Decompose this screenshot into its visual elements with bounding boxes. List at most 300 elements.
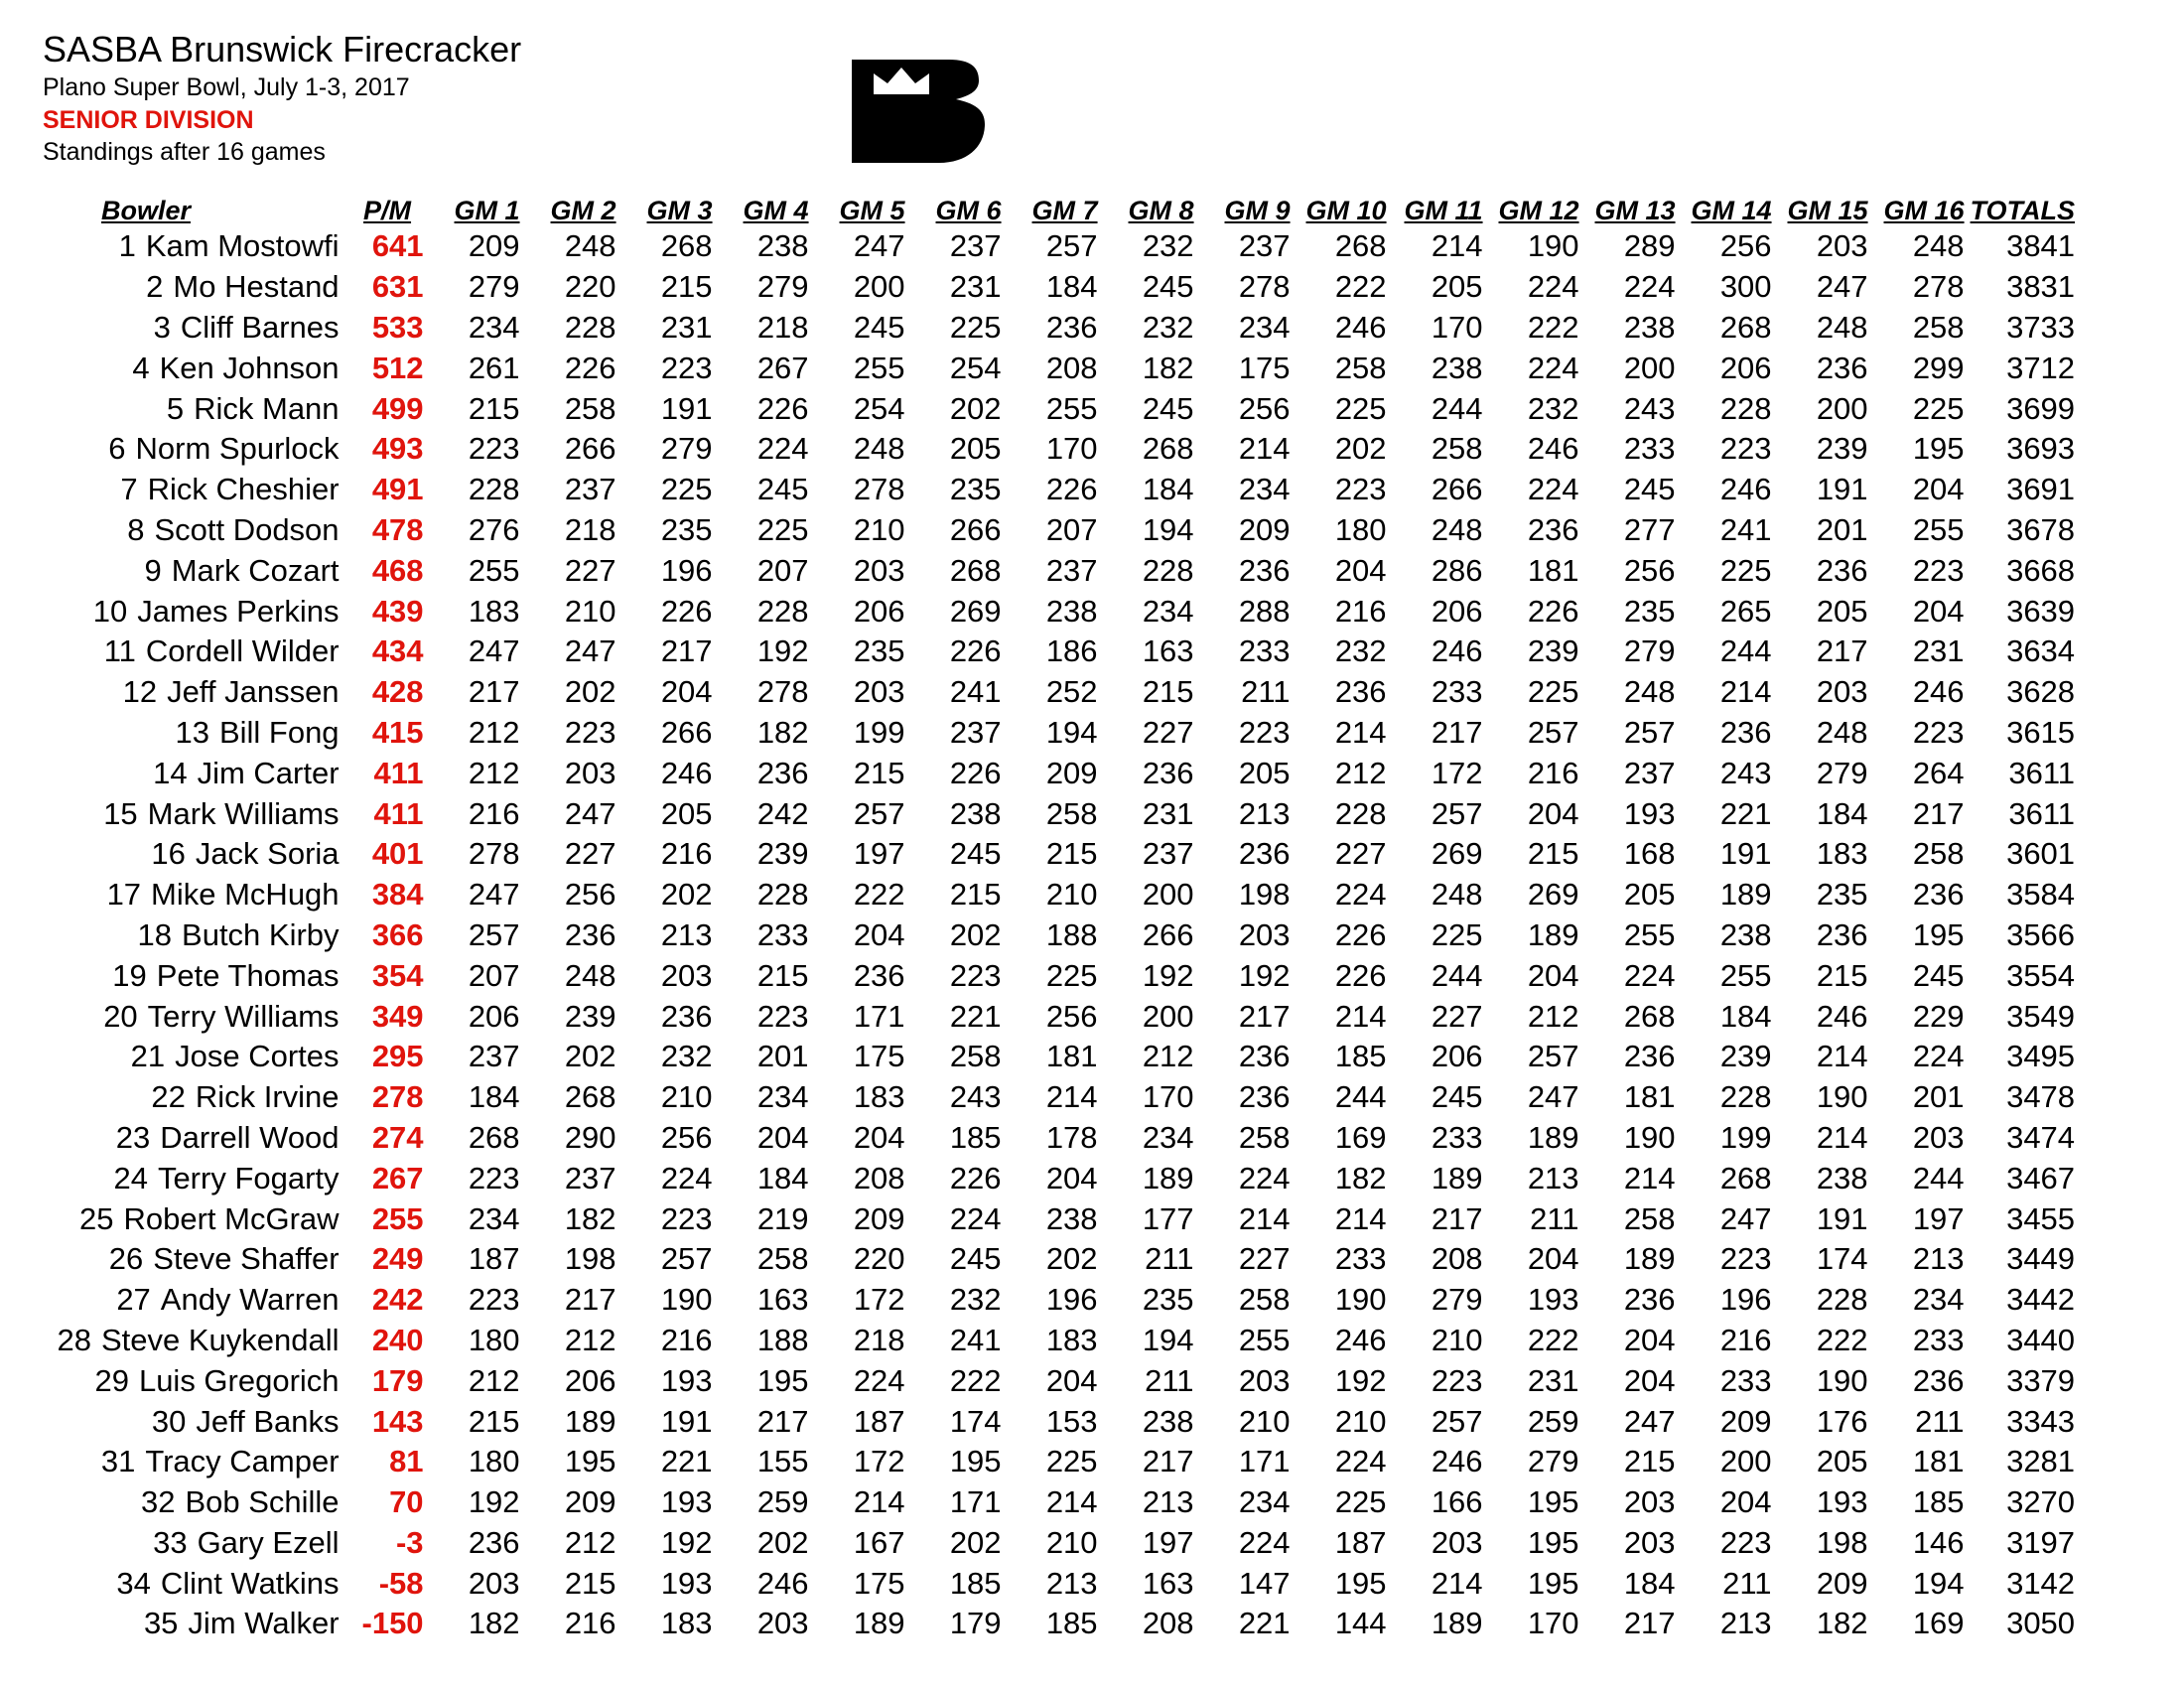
game-score: 214 — [1045, 1079, 1098, 1115]
plus-minus: 401 — [371, 836, 424, 872]
game-score: 261 — [468, 350, 520, 385]
total-score: 3467 — [2006, 1160, 2076, 1196]
total-score: 3601 — [2006, 836, 2076, 872]
game-score: 244 — [1912, 1160, 1965, 1196]
game-score: 257 — [468, 916, 520, 952]
game-score: 203 — [1238, 916, 1291, 952]
game-score: 255 — [1912, 511, 1965, 547]
game-score: 239 — [756, 836, 809, 872]
game-score: 255 — [853, 350, 905, 385]
game-score: 234 — [1238, 309, 1291, 345]
game-score: 279 — [1816, 755, 1868, 790]
game-score: 224 — [1527, 269, 1579, 305]
rank: 1 — [118, 228, 136, 264]
game-score: 193 — [660, 1362, 713, 1398]
table-row — [40, 955, 2081, 996]
game-score: 223 — [1719, 1524, 1772, 1560]
game-score: 214 — [1334, 1200, 1387, 1236]
game-score: 246 — [1719, 472, 1772, 507]
game-score: 236 — [1527, 511, 1579, 547]
game-score: 237 — [564, 472, 616, 507]
game-score: 212 — [564, 1322, 616, 1357]
column-header-game: GM 12 — [1498, 196, 1579, 225]
game-score: 212 — [1334, 755, 1387, 790]
game-score: 226 — [1045, 472, 1098, 507]
plus-minus: 274 — [371, 1119, 424, 1155]
game-score: 208 — [853, 1160, 905, 1196]
game-score: 212 — [468, 755, 520, 790]
game-score: 203 — [1816, 228, 1868, 264]
game-score: 221 — [949, 998, 1002, 1034]
game-score: 223 — [1719, 431, 1772, 467]
game-score: 204 — [660, 674, 713, 710]
bowler-name: Jeff Janssen — [167, 674, 340, 710]
game-score: 237 — [1623, 755, 1676, 790]
total-score: 3050 — [2006, 1606, 2076, 1641]
standings-body — [40, 226, 2081, 1644]
game-score: 205 — [949, 431, 1002, 467]
game-score: 257 — [1431, 795, 1483, 831]
game-score: 245 — [1142, 390, 1194, 426]
game-score: 246 — [756, 1565, 809, 1601]
game-score: 238 — [1719, 916, 1772, 952]
total-score: 3455 — [2006, 1200, 2076, 1236]
game-score: 268 — [1719, 1160, 1772, 1196]
game-score: 257 — [660, 1241, 713, 1277]
bowler-name: Butch Kirby — [182, 916, 340, 952]
bowler-cell — [40, 388, 345, 429]
game-score: 206 — [1719, 350, 1772, 385]
game-score: 204 — [1912, 593, 1965, 629]
bowler-cell — [40, 550, 345, 591]
game-score: 259 — [756, 1484, 809, 1520]
game-score: 190 — [1334, 1282, 1387, 1318]
game-score: 247 — [1816, 269, 1868, 305]
game-score: 214 — [1238, 431, 1291, 467]
game-score: 257 — [1045, 228, 1098, 264]
game-score: 248 — [564, 957, 616, 993]
game-score: 214 — [1431, 228, 1483, 264]
game-score: 197 — [853, 836, 905, 872]
game-score: 247 — [564, 633, 616, 669]
game-score: 227 — [1431, 998, 1483, 1034]
game-score: 246 — [1816, 998, 1868, 1034]
game-score: 217 — [564, 1282, 616, 1318]
game-score: 236 — [1719, 714, 1772, 750]
game-score: 189 — [853, 1606, 905, 1641]
game-score: 258 — [1431, 431, 1483, 467]
game-score: 241 — [949, 674, 1002, 710]
game-score: 245 — [1623, 472, 1676, 507]
bowler-cell — [40, 1198, 345, 1239]
game-score: 246 — [1527, 431, 1579, 467]
rank: 3 — [153, 309, 171, 345]
total-score: 3549 — [2006, 998, 2076, 1034]
game-score: 234 — [1142, 1119, 1194, 1155]
game-score: 244 — [1334, 1079, 1387, 1115]
column-header-game: GM 8 — [1128, 196, 1194, 225]
game-score: 278 — [468, 836, 520, 872]
game-score: 180 — [468, 1444, 520, 1479]
game-score: 183 — [853, 1079, 905, 1115]
game-score: 189 — [1719, 877, 1772, 913]
plus-minus: 478 — [371, 511, 424, 547]
game-score: 224 — [1527, 350, 1579, 385]
game-score: 223 — [564, 714, 616, 750]
game-score: 222 — [1334, 269, 1387, 305]
game-score: 202 — [949, 390, 1002, 426]
game-score: 185 — [1334, 1039, 1387, 1074]
game-score: 235 — [1816, 877, 1868, 913]
bowler-name: Cliff Barnes — [180, 309, 340, 345]
rank: 6 — [108, 431, 126, 467]
bowler-name: Robert McGraw — [123, 1200, 340, 1236]
game-score: 247 — [564, 795, 616, 831]
game-score: 222 — [1527, 309, 1579, 345]
game-score: 203 — [1816, 674, 1868, 710]
rank: 25 — [79, 1200, 114, 1236]
game-score: 223 — [468, 431, 520, 467]
game-score: 242 — [756, 795, 809, 831]
game-score: 206 — [1431, 1039, 1483, 1074]
game-score: 255 — [1623, 916, 1676, 952]
plus-minus: 439 — [371, 593, 424, 629]
game-score: 247 — [853, 228, 905, 264]
game-score: 189 — [1527, 1119, 1579, 1155]
bowler-name: Steve Shaffer — [153, 1241, 340, 1277]
game-score: 246 — [1334, 309, 1387, 345]
game-score: 204 — [1045, 1160, 1098, 1196]
game-score: 258 — [1238, 1119, 1291, 1155]
game-score: 174 — [1816, 1241, 1868, 1277]
game-score: 201 — [1912, 1079, 1965, 1115]
game-score: 204 — [1527, 795, 1579, 831]
table-row — [40, 267, 2081, 308]
game-score: 201 — [1816, 511, 1868, 547]
game-score: 245 — [756, 472, 809, 507]
game-score: 243 — [1719, 755, 1772, 790]
game-score: 278 — [853, 472, 905, 507]
game-score: 289 — [1623, 228, 1676, 264]
plus-minus: -3 — [395, 1524, 424, 1560]
game-score: 170 — [1045, 431, 1098, 467]
game-score: 202 — [1334, 431, 1387, 467]
game-score: 207 — [1045, 511, 1098, 547]
game-score: 198 — [564, 1241, 616, 1277]
total-score: 3449 — [2006, 1241, 2076, 1277]
game-score: 216 — [468, 795, 520, 831]
game-score: 153 — [1045, 1403, 1098, 1439]
game-score: 216 — [1527, 755, 1579, 790]
table-row — [40, 1442, 2081, 1482]
game-score: 226 — [949, 1160, 1002, 1196]
game-score: 257 — [1527, 714, 1579, 750]
game-score: 237 — [949, 228, 1002, 264]
game-score: 184 — [468, 1079, 520, 1115]
bowler-cell — [40, 591, 345, 632]
game-score: 279 — [756, 269, 809, 305]
game-score: 279 — [1623, 633, 1676, 669]
column-header-game: GM 7 — [1031, 196, 1098, 225]
table-row — [40, 1523, 2081, 1564]
bowler-name: Mike McHugh — [151, 877, 340, 913]
game-score: 215 — [949, 877, 1002, 913]
game-score: 202 — [1045, 1241, 1098, 1277]
game-score: 202 — [660, 877, 713, 913]
game-score: 224 — [1527, 472, 1579, 507]
plus-minus: 499 — [371, 390, 424, 426]
game-score: 258 — [1045, 795, 1098, 831]
game-score: 226 — [756, 390, 809, 426]
game-score: 225 — [1045, 957, 1098, 993]
game-score: 231 — [1142, 795, 1194, 831]
table-row — [40, 308, 2081, 349]
plus-minus: 411 — [373, 755, 424, 790]
game-score: 245 — [949, 1241, 1002, 1277]
game-score: 256 — [1719, 228, 1772, 264]
game-score: 235 — [1142, 1282, 1194, 1318]
game-score: 228 — [564, 309, 616, 345]
game-score: 279 — [1527, 1444, 1579, 1479]
game-score: 246 — [1431, 633, 1483, 669]
table-row — [40, 875, 2081, 915]
total-score: 3197 — [2006, 1524, 2076, 1560]
game-score: 216 — [1334, 593, 1387, 629]
game-score: 221 — [1238, 1606, 1291, 1641]
game-score: 202 — [756, 1524, 809, 1560]
game-score: 187 — [853, 1403, 905, 1439]
game-score: 269 — [1431, 836, 1483, 872]
game-score: 225 — [1045, 1444, 1098, 1479]
game-score: 197 — [1912, 1200, 1965, 1236]
game-score: 203 — [853, 674, 905, 710]
game-score: 224 — [853, 1362, 905, 1398]
game-score: 180 — [468, 1322, 520, 1357]
rank: 34 — [116, 1565, 151, 1601]
table-row — [40, 1604, 2081, 1644]
game-score: 196 — [660, 552, 713, 588]
bowler-cell — [40, 1442, 345, 1482]
game-score: 226 — [660, 593, 713, 629]
game-score: 236 — [1238, 1079, 1291, 1115]
game-score: 172 — [853, 1282, 905, 1318]
game-score: 195 — [949, 1444, 1002, 1479]
game-score: 212 — [468, 714, 520, 750]
game-score: 203 — [756, 1606, 809, 1641]
game-score: 247 — [1623, 1403, 1676, 1439]
game-score: 177 — [1142, 1200, 1194, 1236]
game-score: 171 — [949, 1484, 1002, 1520]
game-score: 168 — [1623, 836, 1676, 872]
game-score: 247 — [1527, 1079, 1579, 1115]
column-header-game: GM 13 — [1594, 196, 1676, 225]
game-score: 200 — [1816, 390, 1868, 426]
game-score: 214 — [1816, 1039, 1868, 1074]
table-row — [40, 1280, 2081, 1321]
game-score: 203 — [1623, 1524, 1676, 1560]
bowler-name: Kam Mostowfi — [145, 228, 340, 264]
bowler-cell — [40, 875, 345, 915]
game-score: 226 — [564, 350, 616, 385]
game-score: 222 — [1527, 1322, 1579, 1357]
game-score: 200 — [1142, 877, 1194, 913]
game-score: 227 — [564, 552, 616, 588]
game-score: 217 — [1431, 1200, 1483, 1236]
bowler-name: Gary Ezell — [197, 1524, 340, 1560]
plus-minus: -150 — [361, 1606, 424, 1641]
game-score: 199 — [1719, 1119, 1772, 1155]
column-header-pm: P/M — [363, 196, 412, 225]
game-score: 208 — [1142, 1606, 1194, 1641]
game-score: 238 — [1431, 350, 1483, 385]
game-score: 258 — [756, 1241, 809, 1277]
brunswick-logo — [852, 60, 985, 163]
game-score: 225 — [1912, 390, 1965, 426]
game-score: 223 — [1912, 714, 1965, 750]
game-score: 182 — [1816, 1606, 1868, 1641]
game-score: 202 — [564, 1039, 616, 1074]
game-score: 213 — [1527, 1160, 1579, 1196]
game-score: 181 — [1623, 1079, 1676, 1115]
game-score: 299 — [1912, 350, 1965, 385]
rank: 9 — [144, 552, 162, 588]
game-score: 183 — [1816, 836, 1868, 872]
column-header-game: GM 3 — [646, 196, 713, 225]
game-score: 234 — [1238, 472, 1291, 507]
game-score: 195 — [564, 1444, 616, 1479]
game-score: 210 — [1045, 1524, 1098, 1560]
game-score: 221 — [660, 1444, 713, 1479]
bowler-cell — [40, 226, 345, 267]
game-score: 175 — [853, 1039, 905, 1074]
game-score: 211 — [1145, 1241, 1194, 1277]
game-score: 255 — [468, 552, 520, 588]
game-score: 245 — [1912, 957, 1965, 993]
game-score: 233 — [756, 916, 809, 952]
game-score: 237 — [1045, 552, 1098, 588]
total-score: 3615 — [2006, 714, 2076, 750]
bowler-name: Ken Johnson — [159, 350, 340, 385]
game-score: 256 — [1238, 390, 1291, 426]
game-score: 278 — [1238, 269, 1291, 305]
table-row — [40, 713, 2081, 754]
game-score: 189 — [1527, 916, 1579, 952]
bowler-cell — [40, 429, 345, 470]
column-header-game: GM 10 — [1305, 196, 1387, 225]
bowler-cell — [40, 753, 345, 793]
game-score: 195 — [1527, 1565, 1579, 1601]
table-row — [40, 1401, 2081, 1442]
game-score: 186 — [1045, 633, 1098, 669]
game-score: 214 — [1334, 998, 1387, 1034]
rank: 15 — [103, 795, 138, 831]
game-score: 255 — [1238, 1322, 1291, 1357]
game-score: 231 — [949, 269, 1002, 305]
game-score: 197 — [1142, 1524, 1194, 1560]
bowler-name: Rick Mann — [194, 390, 340, 426]
game-score: 266 — [564, 431, 616, 467]
bowler-cell — [40, 1239, 345, 1280]
game-score: 207 — [756, 552, 809, 588]
bowler-name: Jeff Banks — [196, 1403, 340, 1439]
game-score: 217 — [1816, 633, 1868, 669]
game-score: 203 — [1431, 1524, 1483, 1560]
game-score: 146 — [1912, 1524, 1965, 1560]
game-score: 214 — [853, 1484, 905, 1520]
game-score: 226 — [1334, 957, 1387, 993]
game-score: 203 — [1238, 1362, 1291, 1398]
rank: 12 — [122, 674, 158, 710]
game-score: 214 — [1045, 1484, 1098, 1520]
bowler-cell — [40, 1523, 345, 1564]
game-score: 223 — [468, 1160, 520, 1196]
game-score: 182 — [468, 1606, 520, 1641]
game-score: 232 — [1142, 228, 1194, 264]
bowler-cell — [40, 1077, 345, 1118]
game-score: 258 — [949, 1039, 1002, 1074]
game-score: 232 — [1334, 633, 1387, 669]
game-score: 222 — [949, 1362, 1002, 1398]
bowler-name: Terry Fogarty — [157, 1160, 340, 1196]
standings-table — [40, 191, 2081, 1644]
game-score: 239 — [1527, 633, 1579, 669]
bowler-name: Terry Williams — [147, 998, 340, 1034]
plus-minus: 641 — [371, 228, 424, 264]
game-score: 218 — [853, 1322, 905, 1357]
game-score: 236 — [660, 998, 713, 1034]
bowler-name: Jose Cortes — [175, 1039, 340, 1074]
game-score: 206 — [853, 593, 905, 629]
column-header-game: GM 5 — [839, 196, 905, 225]
game-score: 147 — [1238, 1565, 1291, 1601]
column-header-game: GM 6 — [935, 196, 1002, 225]
game-score: 243 — [1623, 390, 1676, 426]
game-score: 228 — [756, 877, 809, 913]
game-score: 195 — [1912, 431, 1965, 467]
game-score: 192 — [468, 1484, 520, 1520]
game-score: 184 — [1142, 472, 1194, 507]
game-score: 235 — [1623, 593, 1676, 629]
game-score: 211 — [1530, 1200, 1579, 1236]
game-score: 226 — [949, 755, 1002, 790]
game-score: 268 — [660, 228, 713, 264]
game-score: 237 — [1142, 836, 1194, 872]
game-score: 223 — [1431, 1362, 1483, 1398]
game-score: 248 — [1912, 228, 1965, 264]
bowler-cell — [40, 713, 345, 754]
game-score: 238 — [1045, 593, 1098, 629]
game-score: 209 — [1816, 1565, 1868, 1601]
rank: 18 — [137, 916, 173, 952]
header-row — [40, 191, 2081, 226]
plus-minus: 491 — [371, 472, 424, 507]
rank: 31 — [100, 1444, 136, 1479]
game-score: 200 — [1142, 998, 1194, 1034]
plus-minus: 242 — [371, 1282, 424, 1318]
column-header-game: GM 11 — [1404, 196, 1483, 225]
total-score: 3478 — [2006, 1079, 2076, 1115]
game-score: 169 — [1334, 1119, 1387, 1155]
game-score: 286 — [1431, 552, 1483, 588]
game-score: 248 — [1431, 877, 1483, 913]
game-score: 257 — [1431, 1403, 1483, 1439]
game-score: 223 — [756, 998, 809, 1034]
table-row — [40, 1563, 2081, 1604]
game-score: 258 — [1912, 309, 1965, 345]
page-title: SASBA Brunswick Firecracker — [43, 29, 522, 70]
game-score: 188 — [1045, 916, 1098, 952]
game-score: 163 — [1142, 1565, 1194, 1601]
